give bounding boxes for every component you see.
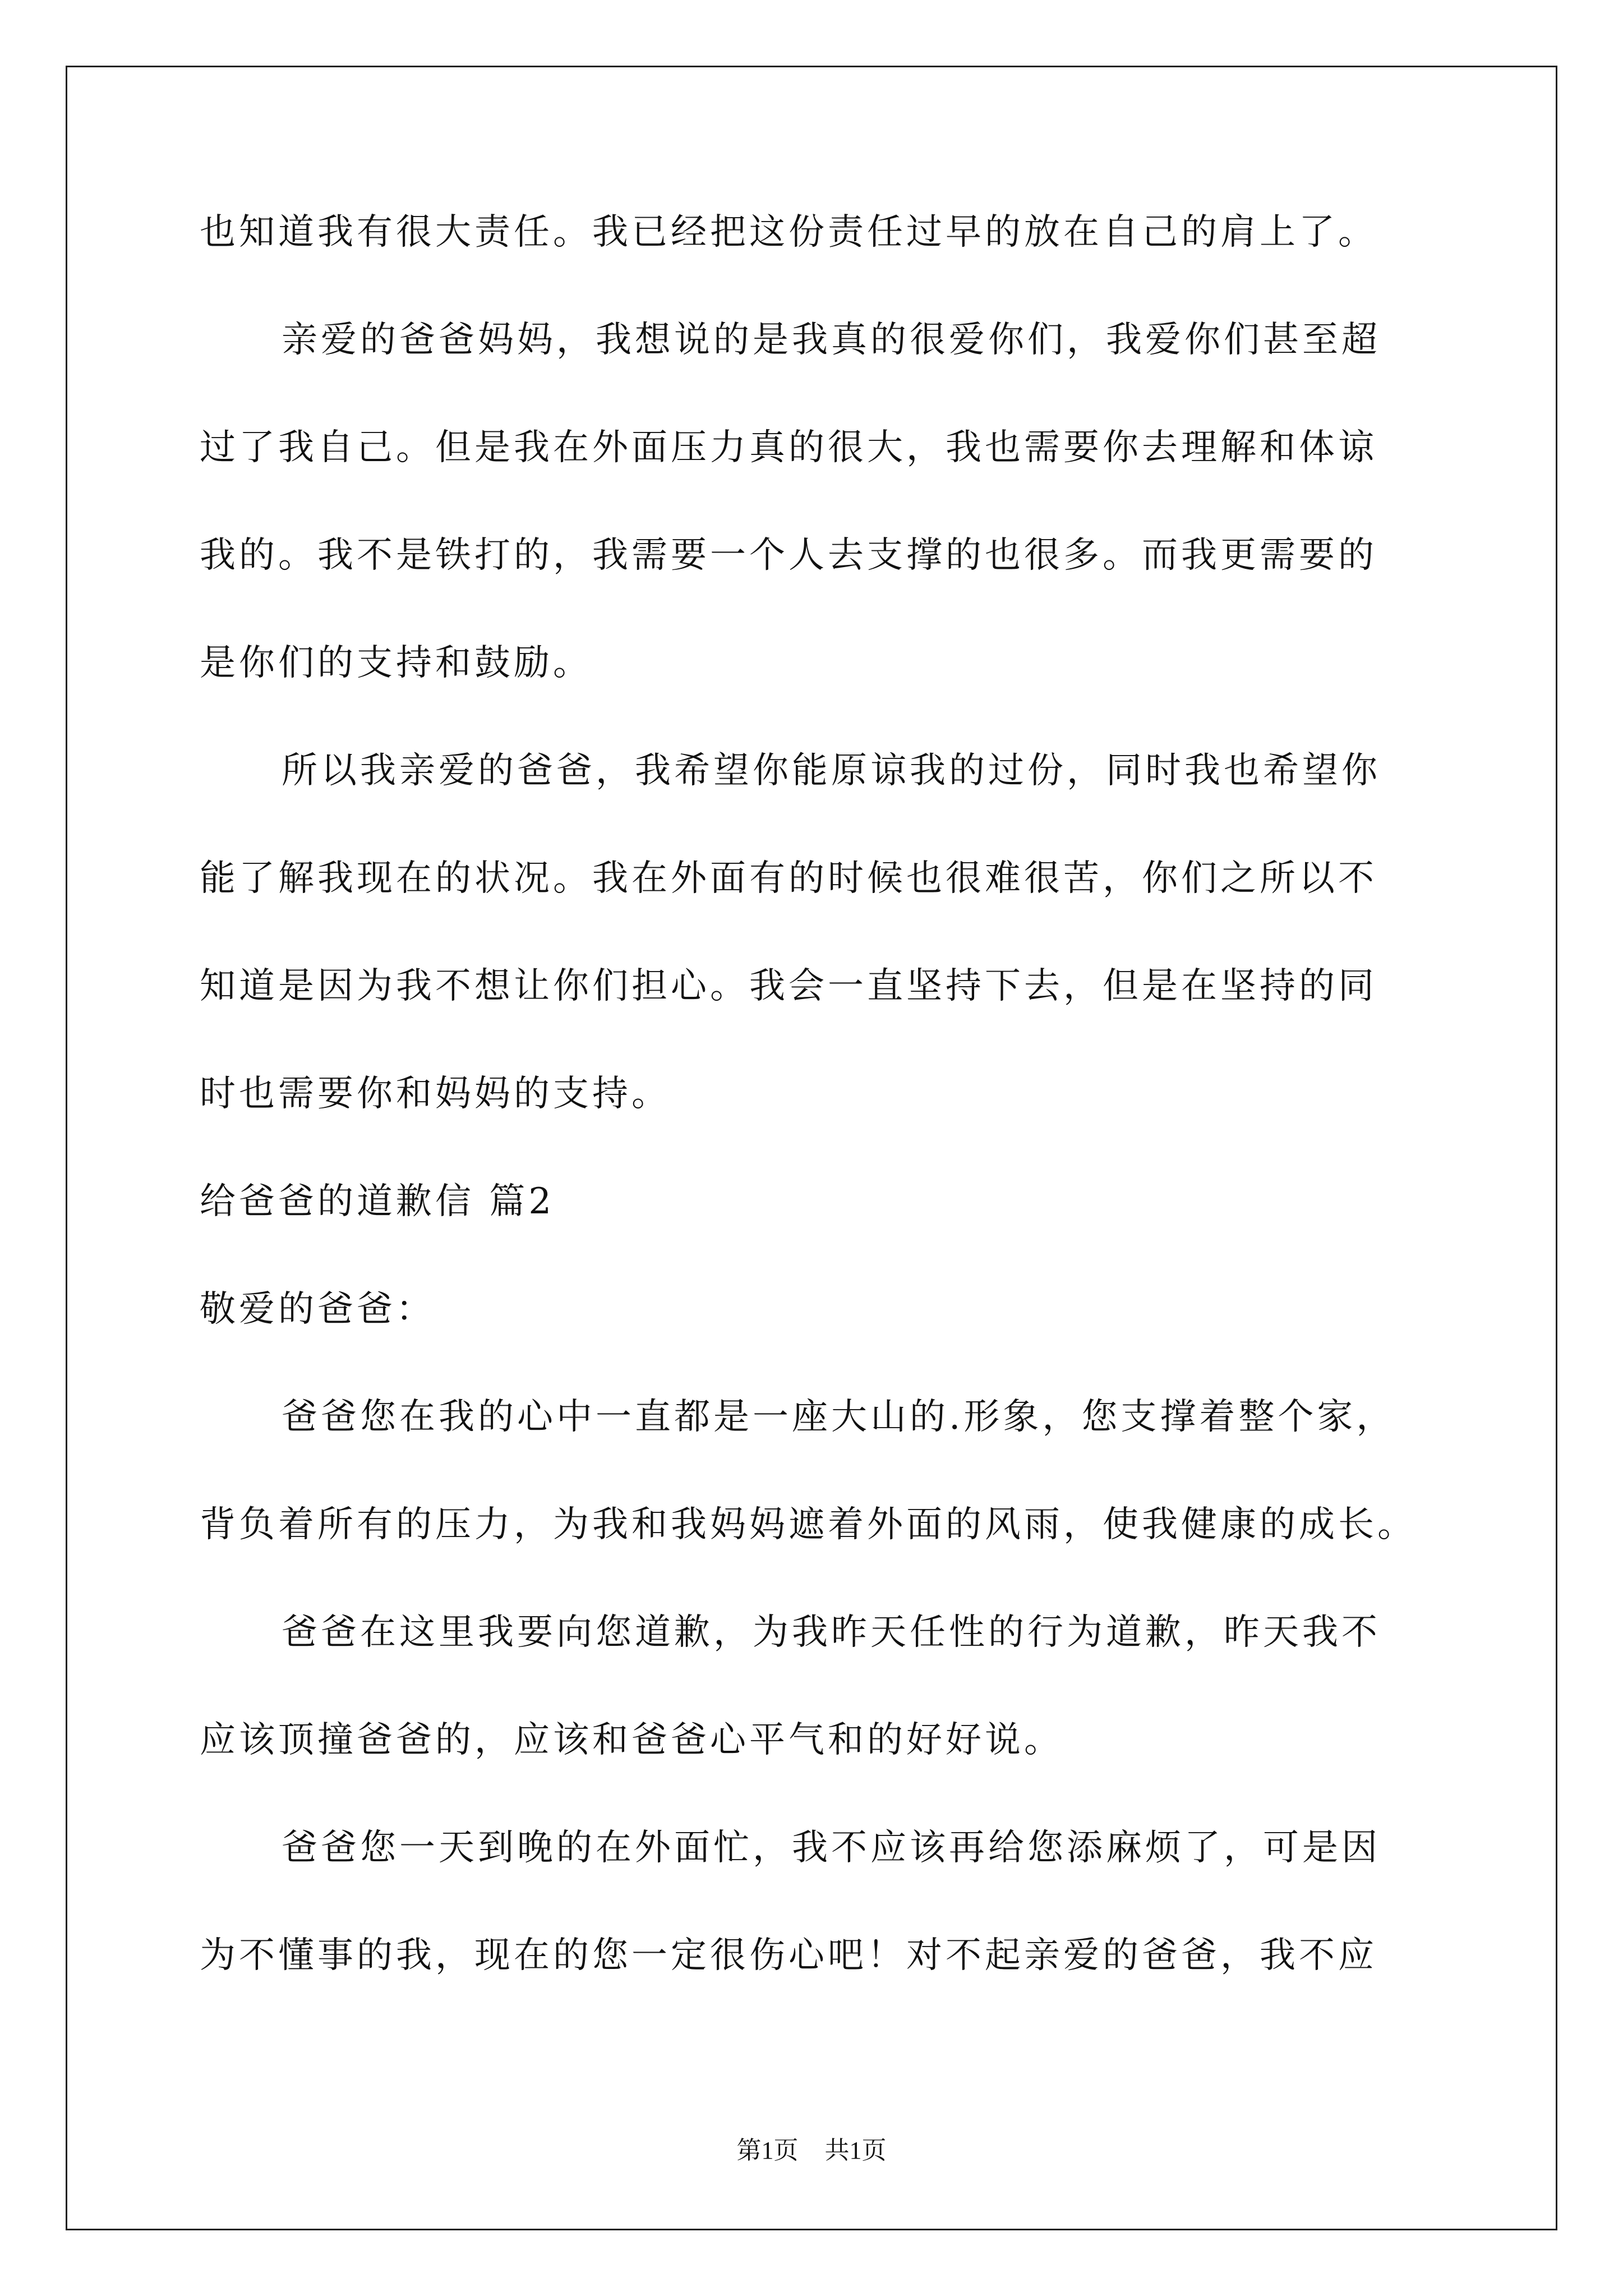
- paragraph-line: 是你们的支持和鼓励。: [200, 642, 592, 684]
- paragraph-line: 所以我亲爱的爸爸，我希望你能原谅我的过份，同时我也希望你: [282, 750, 1381, 792]
- paragraph-line: 爸爸在这里我要向您道歉，为我昨天任性的行为道歉，昨天我不: [282, 1612, 1381, 1653]
- paragraph-line: 应该顶撞爸爸的，应该和爸爸心平气和的好好说。: [200, 1719, 1063, 1761]
- paragraph-line: 背负着所有的压力，为我和我妈妈遮着外面的风雨，使我健康的成长。: [200, 1504, 1417, 1545]
- section-heading: 给爸爸的道歉信 篇2: [200, 1181, 555, 1222]
- page-footer: [0, 2138, 1623, 2163]
- paragraph-line: 也知道我有很大责任。我已经把这份责任过早的放在自己的肩上了。: [200, 211, 1377, 253]
- document-body: [200, 211, 1428, 2045]
- paragraph-line: 时也需要你和妈妈的支持。: [200, 1073, 671, 1115]
- paragraph-line: 我的。我不是铁打的，我需要一个人去支撑的也很多。而我更需要的: [200, 535, 1377, 576]
- paragraph-line: 知道是因为我不想让你们担心。我会一直坚持下去，但是在坚持的同: [200, 965, 1377, 1007]
- paragraph-line: 过了我自己。但是我在外面压力真的很大，我也需要你去理解和体谅: [200, 427, 1377, 468]
- page-total: 共1页: [824, 2137, 887, 2164]
- paragraph-line: 为不懂事的我，现在的您一定很伤心吧！对不起亲爱的爸爸，我不应: [200, 1935, 1377, 1976]
- salutation: 敬爱的爸爸：: [200, 1289, 435, 1330]
- page-number: 第1页: [736, 2137, 799, 2164]
- paragraph-line: 爸爸您一天到晚的在外面忙，我不应该再给您添麻烦了，可是因: [282, 1827, 1381, 1869]
- paragraph-line: 能了解我现在的状况。我在外面有的时候也很难很苦，你们之所以不: [200, 858, 1377, 899]
- paragraph-line: 亲爱的爸爸妈妈，我想说的是我真的很爱你们，我爱你们甚至超: [282, 319, 1381, 361]
- paragraph-line: 爸爸您在我的心中一直都是一座大山的.形象，您支撑着整个家，: [282, 1396, 1396, 1438]
